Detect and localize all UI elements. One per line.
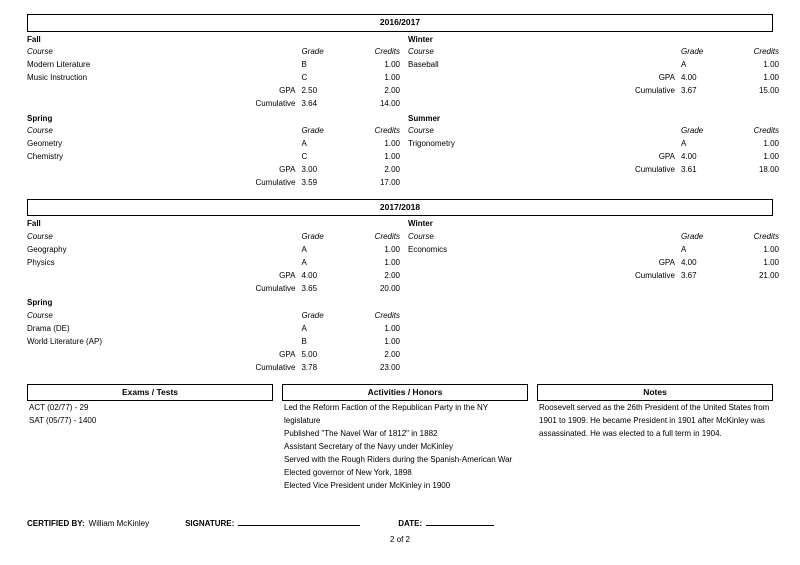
term-course-table <box>27 310 400 375</box>
term-title: Winter <box>408 219 433 229</box>
certification-line <box>27 517 773 528</box>
course-row <box>408 138 779 151</box>
bottom-boxes <box>27 384 773 493</box>
course-header-row <box>27 125 400 138</box>
course-grade: A <box>301 323 307 333</box>
term-title: Winter <box>408 34 433 44</box>
course-row <box>27 59 400 72</box>
exams-tests-list <box>27 401 273 428</box>
course-credits: 1.00 <box>384 244 400 254</box>
certified-by-name: William McKinley <box>88 518 150 528</box>
cumulative-label: Cumulative <box>634 85 675 95</box>
term-column-right <box>400 295 773 374</box>
course-credits: 1.00 <box>384 323 400 333</box>
year-label: 2017/2018 <box>27 199 773 217</box>
gpa-label: GPA <box>279 349 296 359</box>
course-credits: 1.00 <box>763 244 779 254</box>
gpa-label: GPA <box>279 164 296 174</box>
cumulative-credits: 23.00 <box>379 362 400 372</box>
course-name: Baseball <box>408 59 439 69</box>
cumulative-row <box>408 270 779 283</box>
course-grade: C <box>301 72 308 82</box>
gpa-label: GPA <box>658 72 675 82</box>
gpa-credits: 2.00 <box>384 270 400 280</box>
course-row <box>27 151 400 164</box>
course-header-row <box>27 46 400 59</box>
term-column-right <box>400 111 779 190</box>
term-title: Spring <box>27 298 53 308</box>
exams-tests-box <box>27 384 273 493</box>
gpa-credits: 1.00 <box>763 257 779 267</box>
cumulative-label: Cumulative <box>255 98 296 108</box>
course-header: Course <box>27 126 53 136</box>
course-header-row <box>408 125 779 138</box>
course-grade: A <box>301 244 307 254</box>
course-credits: 1.00 <box>384 139 400 148</box>
term-title: Fall <box>27 219 41 229</box>
cumulative-label: Cumulative <box>634 270 675 280</box>
activity-entry: Led the Reform Faction of the Republican Party in the NY legislature <box>284 403 488 426</box>
credits-header: Credits <box>753 126 779 136</box>
cumulative-value: 3.65 <box>301 283 318 293</box>
term-pair <box>27 216 779 295</box>
course-header-row <box>408 46 779 59</box>
term-pair <box>27 32 779 111</box>
course-header: Course <box>27 231 53 241</box>
course-row <box>27 323 400 336</box>
signature-label: SIGNATURE: <box>185 518 235 528</box>
course-header: Course <box>27 46 53 56</box>
term-pair <box>27 295 773 374</box>
cumulative-credits: 14.00 <box>379 98 400 108</box>
page-number: 2 of 2 <box>389 535 410 544</box>
course-name: Geometry <box>27 139 63 148</box>
gpa-credits: 2.00 <box>384 164 400 174</box>
gpa-label: GPA <box>658 151 675 161</box>
gpa-value: 4.00 <box>681 72 697 82</box>
notes-text <box>537 401 773 441</box>
course-grade: A <box>681 59 687 69</box>
cumulative-label: Cumulative <box>634 164 675 174</box>
course-header: Course <box>408 46 434 56</box>
course-row <box>27 244 400 257</box>
gpa-row <box>27 85 400 98</box>
gpa-label: GPA <box>658 257 675 267</box>
term-column-left <box>27 32 400 111</box>
course-name: World Literature (AP) <box>27 336 102 346</box>
activity-entry: Published "The Navel War of 1812" in 1882 <box>284 429 438 439</box>
gpa-row <box>408 257 779 270</box>
cumulative-label: Cumulative <box>255 283 296 293</box>
gpa-label: GPA <box>279 85 296 95</box>
course-grade: B <box>301 336 307 346</box>
term-course-table <box>27 125 400 190</box>
course-header: Course <box>27 310 53 320</box>
credits-header: Credits <box>753 231 779 241</box>
grade-header: Grade <box>301 46 324 56</box>
course-row <box>408 59 779 72</box>
cumulative-credits: 17.00 <box>379 177 400 187</box>
course-grade: A <box>681 139 687 148</box>
cumulative-value: 3.61 <box>681 164 697 174</box>
credits-header: Credits <box>374 231 400 241</box>
year-label: 2016/2017 <box>27 14 773 32</box>
gpa-credits: 1.00 <box>763 151 779 161</box>
term-title: Spring <box>27 113 53 123</box>
term-pair <box>27 111 779 190</box>
cumulative-credits: 15.00 <box>758 85 779 95</box>
year-blocks <box>27 14 779 375</box>
term-column-right <box>400 216 779 295</box>
course-name: Geography <box>27 244 67 254</box>
gpa-row <box>27 270 400 283</box>
cumulative-row <box>27 362 400 375</box>
course-row <box>27 72 400 85</box>
term-column-left <box>27 295 400 374</box>
course-row <box>408 244 779 257</box>
course-name: Modern Literature <box>27 59 91 69</box>
cumulative-value: 3.67 <box>681 270 697 280</box>
gpa-value: 5.00 <box>301 349 318 359</box>
gpa-value: 3.00 <box>301 164 318 174</box>
activity-entry: Elected governor of New York, 1898 <box>284 467 412 477</box>
course-credits: 1.00 <box>763 139 779 148</box>
grade-header: Grade <box>301 231 324 241</box>
gpa-label: GPA <box>279 270 296 280</box>
course-header-row <box>27 231 400 244</box>
term-course-table <box>408 46 779 98</box>
course-name: Music Instruction <box>27 72 88 82</box>
cumulative-label: Cumulative <box>255 362 296 372</box>
cumulative-credits: 18.00 <box>758 164 779 174</box>
credits-header: Credits <box>374 126 400 136</box>
course-name: Chemistry <box>27 151 64 161</box>
credits-header: Credits <box>753 46 779 56</box>
gpa-row <box>27 164 400 177</box>
credits-header: Credits <box>374 46 400 56</box>
cumulative-credits: 21.00 <box>758 270 779 280</box>
course-name: Physics <box>27 257 55 267</box>
course-name: Drama (DE) <box>27 323 70 333</box>
cumulative-row <box>27 283 400 296</box>
gpa-row <box>408 151 779 164</box>
course-header: Course <box>408 126 434 136</box>
activity-entry: Served with the Rough Riders during the Spanish-American War <box>284 454 513 464</box>
gpa-credits: 1.00 <box>763 72 779 82</box>
course-row <box>27 336 400 349</box>
exam-entry: SAT (05/77) - 1400 <box>29 416 97 426</box>
course-credits: 1.00 <box>384 72 400 82</box>
grade-header: Grade <box>301 126 324 136</box>
notes-title: Notes <box>537 384 773 402</box>
grade-header: Grade <box>301 310 324 320</box>
gpa-value: 4.00 <box>681 257 697 267</box>
course-name: Trigonometry <box>408 139 455 148</box>
transcript-page <box>27 14 779 528</box>
course-credits: 1.00 <box>384 336 400 346</box>
gpa-value: 4.00 <box>301 270 318 280</box>
course-name: Economics <box>408 244 448 254</box>
course-credits: 1.00 <box>384 59 400 69</box>
year-block <box>27 14 779 190</box>
cumulative-row <box>408 85 779 98</box>
cumulative-value: 3.67 <box>681 85 697 95</box>
date-field[interactable] <box>426 517 494 526</box>
exam-entry: ACT (02/77) - 29 <box>29 403 89 413</box>
course-row <box>27 257 400 270</box>
cumulative-row <box>27 177 400 190</box>
course-header: Course <box>408 231 434 241</box>
grade-header: Grade <box>681 126 704 136</box>
course-credits: 1.00 <box>384 151 400 161</box>
gpa-row <box>27 349 400 362</box>
cumulative-credits: 20.00 <box>379 283 400 293</box>
gpa-row <box>408 72 779 85</box>
activity-entry: Assistant Secretary of the Navy under McKinley <box>284 441 453 451</box>
year-block <box>27 199 779 375</box>
grade-header: Grade <box>681 231 704 241</box>
cumulative-value: 3.64 <box>301 98 318 108</box>
term-column-right <box>400 32 779 111</box>
course-grade: B <box>301 59 307 69</box>
cumulative-row <box>408 164 779 177</box>
grade-header: Grade <box>681 46 704 56</box>
course-credits: 1.00 <box>384 257 400 267</box>
course-header-row <box>408 231 779 244</box>
term-title: Summer <box>408 113 441 123</box>
activities-honors-title: Activities / Honors <box>282 384 528 402</box>
course-grade: A <box>681 244 687 254</box>
activities-honors-list <box>282 401 528 493</box>
course-grade: C <box>301 151 308 161</box>
certified-by-label: CERTIFIED BY: <box>27 518 85 528</box>
date-label: DATE: <box>398 518 423 528</box>
cumulative-value: 3.59 <box>301 177 318 187</box>
term-column-left <box>27 111 400 190</box>
gpa-credits: 2.00 <box>384 349 400 359</box>
gpa-value: 2.50 <box>301 85 318 95</box>
course-grade: A <box>301 257 307 267</box>
exams-tests-title: Exams / Tests <box>27 384 273 402</box>
note-paragraph: Roosevelt served as the 26th President of the United States from 1901 to 1909. He became President in 1901 after McKinley was assassinated. He was elected to a full term in 1904. <box>539 403 770 439</box>
course-credits: 1.00 <box>763 59 779 69</box>
credits-header: Credits <box>374 310 400 320</box>
term-title: Fall <box>27 34 41 44</box>
cumulative-row <box>27 98 400 111</box>
course-grade: A <box>301 139 307 148</box>
activity-entry: Elected Vice President under McKinley in 1900 <box>284 480 451 490</box>
cumulative-value: 3.78 <box>301 362 318 372</box>
notes-box <box>537 384 773 493</box>
term-course-table <box>27 231 400 296</box>
term-course-table <box>408 125 779 177</box>
term-column-left <box>27 216 400 295</box>
gpa-value: 4.00 <box>681 151 697 161</box>
course-row <box>27 138 400 151</box>
course-header-row <box>27 310 400 323</box>
term-course-table <box>408 231 779 283</box>
term-course-table <box>27 46 400 111</box>
activities-honors-box <box>282 384 528 493</box>
signature-field[interactable] <box>238 517 360 526</box>
cumulative-label: Cumulative <box>255 177 296 187</box>
gpa-credits: 2.00 <box>384 85 400 95</box>
